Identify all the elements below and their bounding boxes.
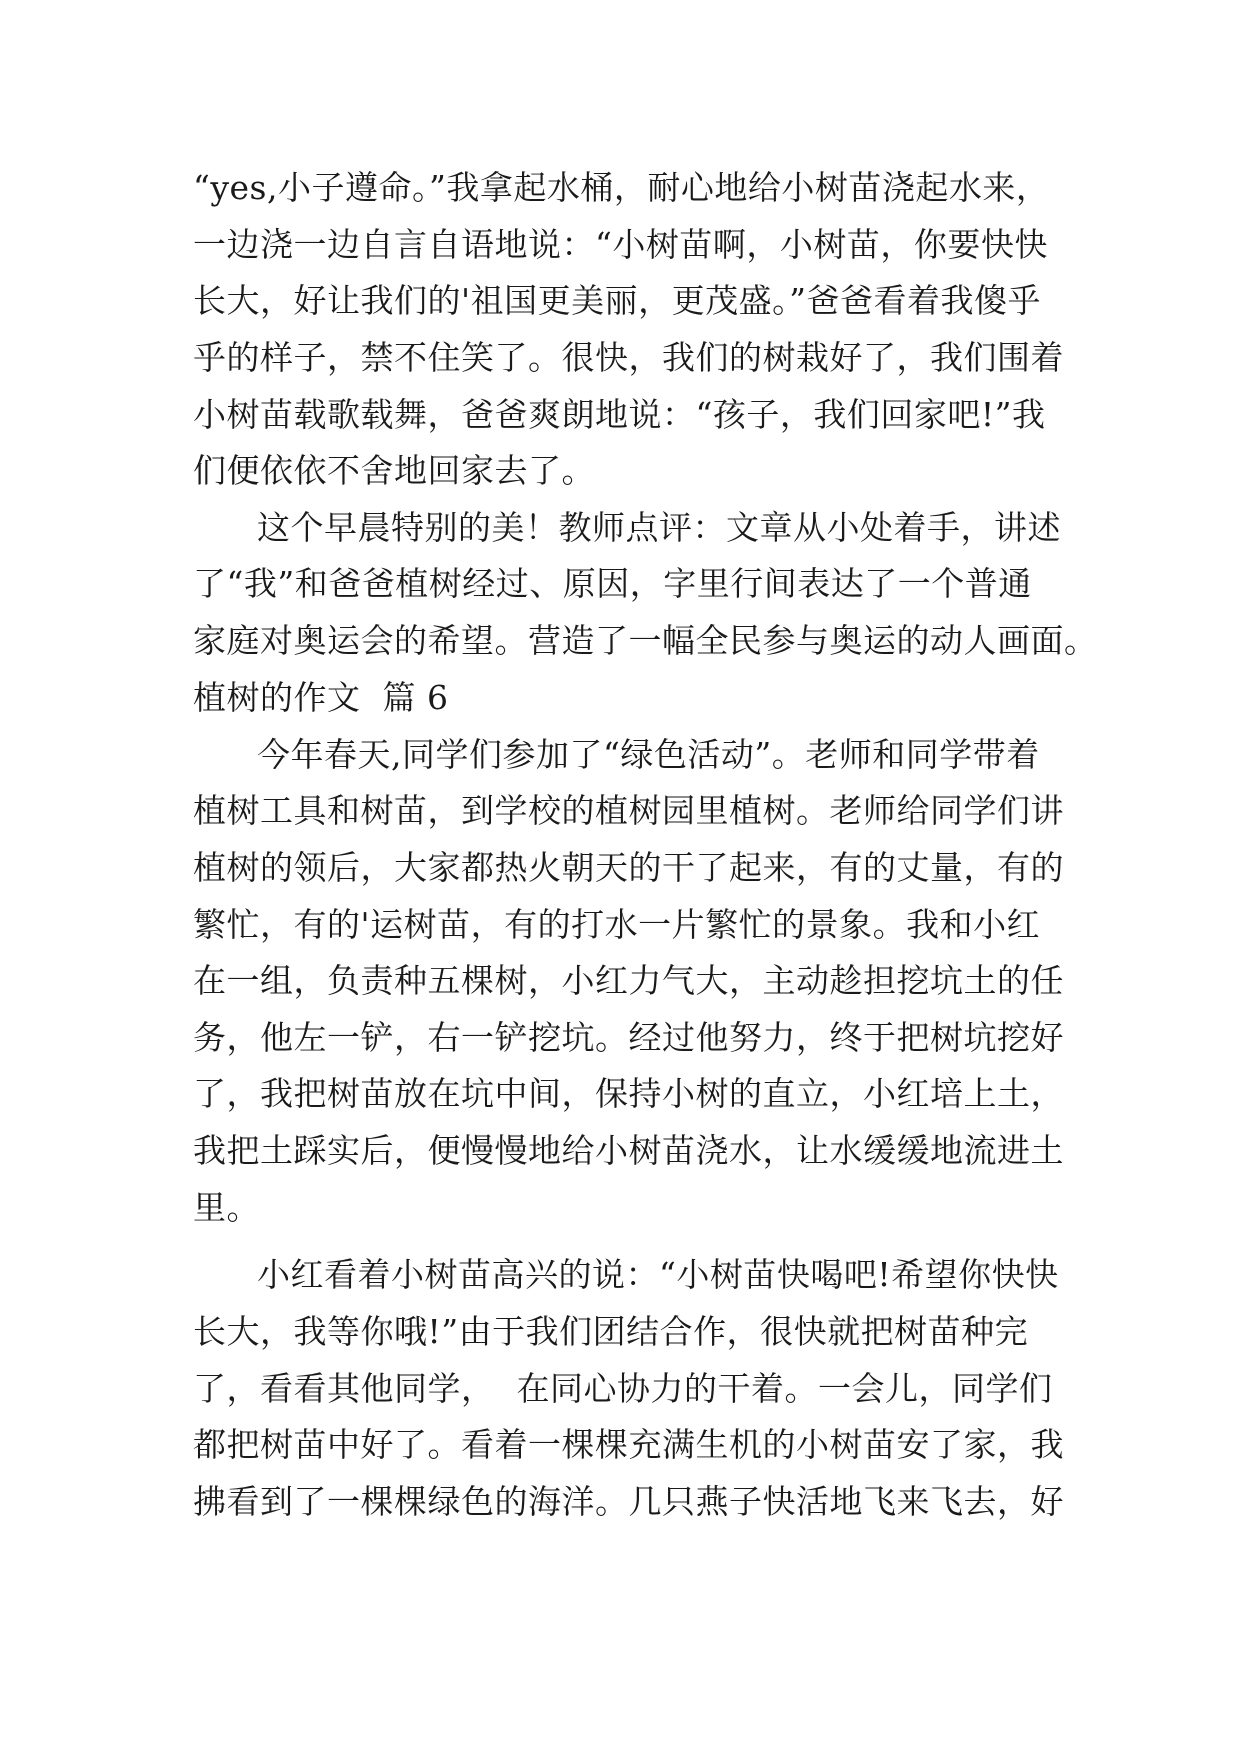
paragraph-first-line: 小红看着小树苗高兴的说：“小树苗快喝吧!希望你快快 xyxy=(257,1255,1059,1294)
text-line: 里。 xyxy=(193,1188,260,1227)
text-line: 了“我”和爸爸植树经过、原因，字里行间表达了一个普通 xyxy=(193,564,1032,603)
text-line: 拂看到了一棵棵绿色的海洋。几只燕子快活地飞来飞去，好 xyxy=(193,1482,1064,1521)
text-line: 长大，好让我们的'祖国更美丽，更茂盛。”爸爸看着我傻乎 xyxy=(193,281,1041,320)
paragraph-first-line: 这个早晨特别的美！教师点评：文章从小处着手，讲述 xyxy=(257,508,1061,547)
paragraph-first-line: 今年春天,同学们参加了“绿色活动”。老师和同学带着 xyxy=(257,735,1040,774)
text-line: 繁忙，有的'运树苗，有的打水一片繁忙的景象。我和小红 xyxy=(193,905,1041,944)
text-line: 小树苗载歌载舞，爸爸爽朗地说：“孩子，我们回家吧!”我 xyxy=(193,395,1046,434)
text-line: 在一组，负责种五棵树，小红力气大，主动趁担挖坑土的任 xyxy=(193,961,1064,1000)
text-line: 乎的样子，禁不住笑了。很快，我们的树栽好了，我们围着 xyxy=(193,338,1064,377)
text-line: 植树工具和树苗，到学校的植树园里植树。老师给同学们讲 xyxy=(193,791,1064,830)
text-line: 家庭对奥运会的希望。营造了一幅全民参与奥运的动人画面。 xyxy=(193,621,1098,660)
text-line: “yes,小子遵命。”我拿起水桶，耐心地给小树苗浇起水来， xyxy=(193,168,1050,207)
text-line: 都把树苗中好了。看着一棵棵充满生机的小树苗安了家，我 xyxy=(193,1425,1064,1464)
text-line: 长大，我等你哦!”由于我们团结合作，很快就把树苗种完 xyxy=(193,1312,1029,1351)
text-line: 们便依依不舍地回家去了。 xyxy=(193,451,595,490)
text-line: 一边浇一边自言自语地说：“小树苗啊，小树苗，你要快快 xyxy=(193,225,1048,264)
text-line: 我把土踩实后，便慢慢地给小树苗浇水，让水缓缓地流进土 xyxy=(193,1131,1064,1170)
text-line: 了，看看其他同学， 在同心协力的干着。一会儿，同学们 xyxy=(193,1369,1053,1408)
text-line: 植树的领后，大家都热火朝天的干了起来，有的丈量，有的 xyxy=(193,848,1064,887)
text-line: 了，我把树苗放在坑中间，保持小树的直立，小红培上土， xyxy=(193,1074,1064,1113)
text-line: 务，他左一铲，右一铲挖坑。经过他努力，终于把树坑挖好 xyxy=(193,1018,1064,1057)
section-heading: 植树的作文 篇 6 xyxy=(193,678,449,717)
